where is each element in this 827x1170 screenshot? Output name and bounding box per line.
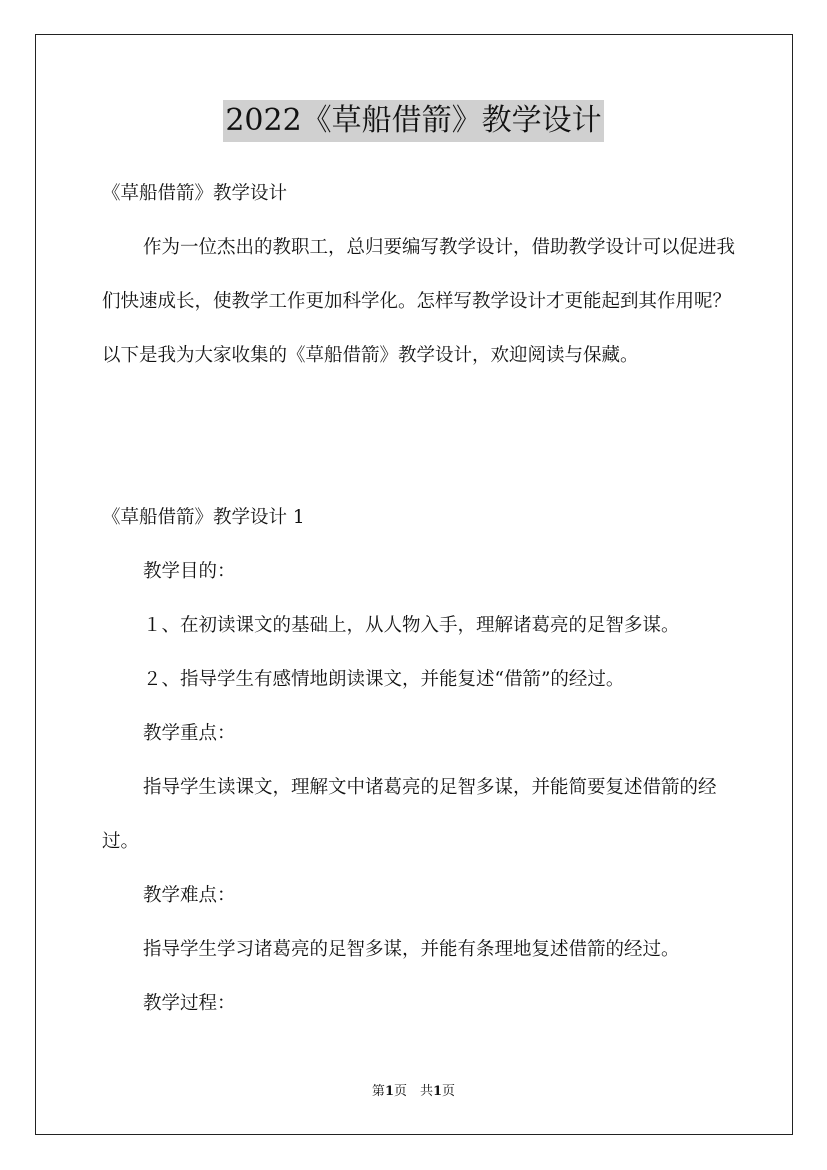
footer-page-prefix: 第: [371, 1084, 385, 1099]
title-container: [0, 100, 827, 142]
key-points-label: 教学重点：: [143, 723, 236, 744]
objective-item-2: ２、指导学生有感情地朗读课文，并能复述“借箭”的经过。: [143, 669, 625, 690]
objective-item-1: １、在初读课文的基础上，从人物入手，理解诸葛亮的足智多谋。: [143, 615, 680, 636]
document-title: 2022《草船借箭》教学设计: [223, 100, 603, 142]
footer-page-number: 1: [384, 1084, 394, 1099]
footer-page-total: 1: [433, 1084, 443, 1099]
key-points-paragraph: 指导学生读课文，理解文中诸葛亮的足智多谋，并能简要复述借箭的经过。: [102, 777, 717, 852]
objectives-label: 教学目的：: [143, 561, 236, 582]
page-footer: [0, 1083, 827, 1101]
difficulty-label: 教学难点：: [143, 885, 236, 906]
footer-page-suffix: 页: [442, 1084, 456, 1099]
difficulty-paragraph: 指导学生学习诸葛亮的足智多谋，并能有条理地复述借箭的经过。: [143, 939, 680, 960]
section-heading: 《草船借箭》教学设计 1: [102, 507, 305, 528]
process-label: 教学过程：: [143, 993, 236, 1014]
intro-paragraph: 作为一位杰出的教职工，总归要编写教学设计，借助教学设计可以促进我们快速成长，使教学工作更加科学化。怎样写教学设计才更能起到其作用呢？以下是我为大家收集的《草船借箭》教学设计，欢迎阅读与保藏。: [102, 237, 736, 366]
footer-page-mid: 页 共: [393, 1084, 433, 1099]
document-heading: 《草船借箭》教学设计: [102, 183, 288, 204]
